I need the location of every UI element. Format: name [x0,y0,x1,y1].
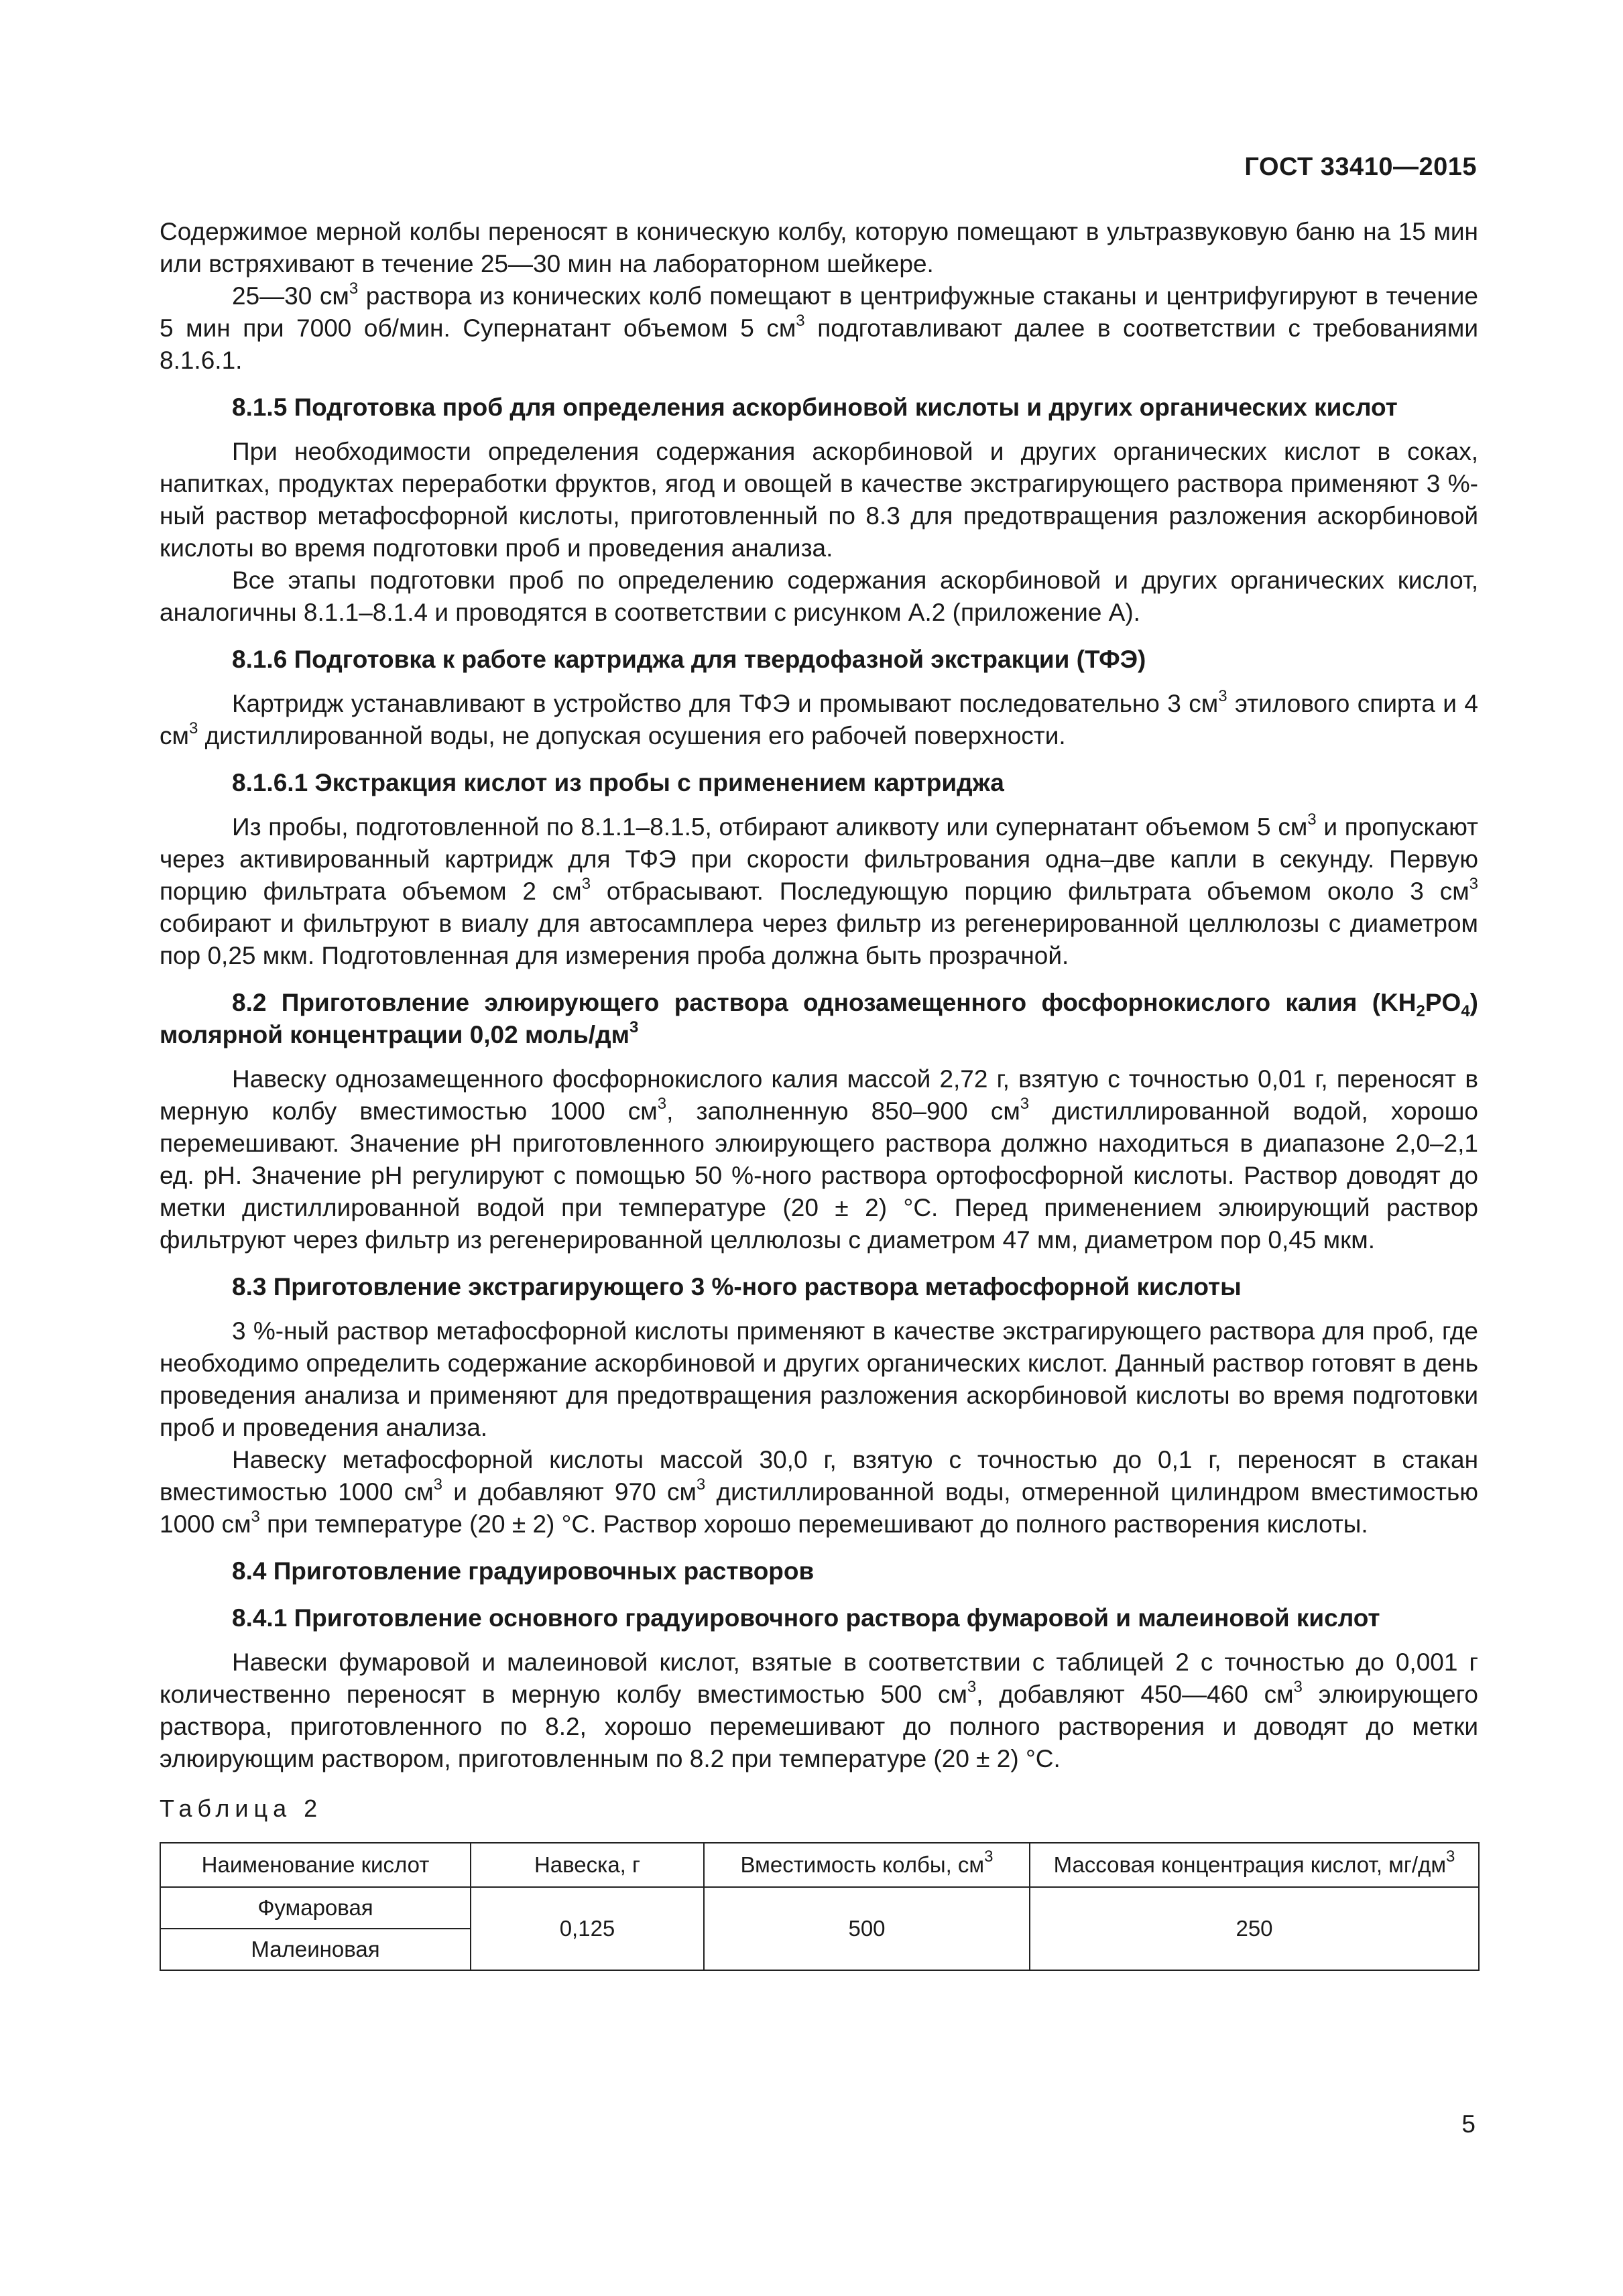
heading-8-4-1: 8.4.1 Приготовление основного градуировочного раствора фумаровой и малеиновой кислот [232,1604,1380,1632]
paragraph-8-1-6-1: Из пробы, подготовленной по 8.1.1–8.1.5, отбирают аликвоту или супернатант объемом 5 $см^3$ и пропускают через активированный картридж для ТФЭ при скорости фильтрования одна–две капли в секунду. Первую порцию фильтрата объемом 2 $см^3$ отбрасывают. Последующую порцию фильтрата объемом около 3 $см^3$ собирают и фильтруют в виалу для автосамплера через фильтр из регенерированной целлюлозы с диаметром пор 0,25 мкм. Подготовленная для измерения проба должна быть прозрачной. [160,810,1478,969]
heading-8-2: 8.2 Приготовление элюирующего раствора однозамещенного фосфорнокислого калия $(KH_2PO_4)$ молярной концентрации 0,02 моль/$дм^3$ [160,989,1478,1048]
paragraph-8-3-b: Навеску метафосфорной кислоты массой 30,0 г, взятую с точностью до 0,1 г, переносят в стакан вместимостью 1000 $см^3$ и добавляют 970 $см^3$ дистиллированной воды, отмеренной цилиндром вместимостью 1000 $см^3$ при температуре (20 ± 2) °С. Раствор хорошо перемешивают до полного растворения кислоты. [160,1446,1478,1538]
page-number: 5 [1461,2110,1476,2138]
heading-8-1-5: 8.1.5 Подготовка проб для определения аскорбиновой кислоты и других органических кислот [232,394,1398,421]
header-mass: Навеска, г [471,1843,704,1887]
paragraph-8-3-a: 3 %-ный раствор метафосфорной кислоты применяют в качестве экстрагирующего раствора для проб, где необходимо определить содержание аскорбиновой и других органических кислот. Данный раствор готовят в день проведения анализа и применяют для предотвращения разложения аскорбиновой кислоты во время подготовки проб и проведения анализа. [160,1317,1478,1441]
heading-8-4: 8.4 Приготовление градуировочных растворов [232,1557,815,1585]
table-row [160,1887,1479,1929]
cell-acid-fumaric: Фумаровая [160,1887,471,1929]
cell-acid-maleic: Малеиновая [160,1929,471,1970]
paragraph-8-4-1: Навески фумаровой и малеиновой кислот, взятые в соответствии с таблицей 2 с точностью до 0,001 г количественно переносят в мерную колбу вместимостью 500 $см^3$, добавляют 450—460 $см^3$ элюирующего раствора, приготовленного по 8.2, хорошо перемешивают до полного растворения и доводят до метки элюирующим раствором, приготовленным по 8.2 при температуре (20 ± 2) °С. [160,1648,1478,1772]
header-concentration: Массовая концентрация кислот, $мг/дм^3$ [1030,1843,1479,1887]
table-caption: Таблица 2 [160,1795,323,1822]
paragraph-8-1-6: Картридж устанавливают в устройство для ТФЭ и промывают последовательно 3 $см^3$ этилового спирта и 4 $см^3$ дистиллированной воды, не допуская осушения его рабочей поверхности. [160,687,1478,749]
paragraph-8-1-5-b: Все этапы подготовки проб по определению содержания аскорбиновой и других органических кислот, аналогичны 8.1.1–8.1.4 и проводятся в соответствии с рисунком А.2 (приложение А). [160,566,1478,626]
paragraph-8-1-5-a: При необходимости определения содержания аскорбиновой и других органических кислот в соках, напитках, продуктах переработки фруктов, ягод и овощей в качестве экстрагирующего раствора применяют 3 %-ный раствор метафосфорной кислоты, приготовленный по 8.3 для предотвращения разложения аскорбиновой кислоты во время подготовки проб и проведения анализа. [160,438,1478,562]
paragraph-centrifuge: 25—30 $см^3$ раствора из конических колб помещают в центрифужные стаканы и центрифугируют в течение 5 мин при 7000 об/мин. Супернатант объемом 5 $см^3$ подготавливают далее в соответствии с требованиями 8.1.6.1. [160,280,1478,374]
table-header-row [160,1843,1479,1887]
cell-volume: 500 [704,1887,1030,1970]
heading-8-1-6: 8.1.6 Подготовка к работе картриджа для твердофазной экстракции (ТФЭ) [232,646,1146,673]
document-body [160,216,1478,1971]
table-2 [160,1842,1480,1971]
header-flask-volume: Вместимость колбы, $см^3$ [704,1843,1030,1887]
cell-concentration: 250 [1030,1887,1479,1970]
paragraph-8-2: Навеску однозамещенного фосфорнокислого калия массой 2,72 г, взятую с точностью 0,01 г, переносят в мерную колбу вместимостью 1000 $см^3$, заполненную 850–900 $см^3$ дистиллированной водой, хорошо перемешивают. Значение pH приготовленного элюирующего раствора должно находиться в диапазоне 2,0–2,1 ед. pH. Значение pH регулируют с помощью 50 %-ного раствора ортофосфорной кислоты. Раствор доводят до метки дистиллированной водой при температуре (20 ± 2) °С. Перед применением элюирующий раствор фильтруют через фильтр из регенерированной целлюлозы с диаметром 47 мм, диаметром пор 0,45 мкм. [160,1065,1478,1254]
paragraph-transfer: Содержимое мерной колбы переносят в коническую колбу, которую помещают в ультразвуковую баню на 15 мин или встряхивают в течение 25—30 мин на лабораторном шейкере. [160,218,1478,278]
heading-8-3: 8.3 Приготовление экстрагирующего 3 %-ного раствора метафосфорной кислоты [232,1273,1242,1301]
cell-mass: 0,125 [471,1887,704,1970]
standard-header: ГОСТ 33410—2015 [1244,153,1477,181]
header-acid-name: Наименование кислот [160,1843,471,1887]
heading-8-1-6-1: 8.1.6.1 Экстракция кислот из пробы с применением картриджа [232,769,1004,796]
